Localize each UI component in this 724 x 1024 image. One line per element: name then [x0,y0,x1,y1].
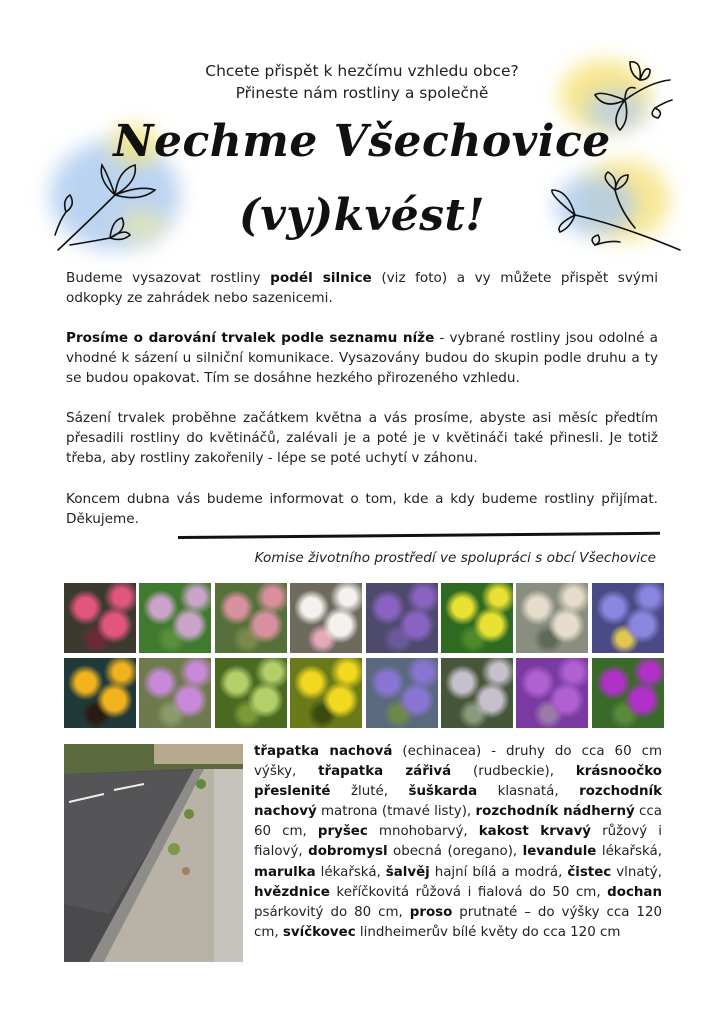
plant-description: lékařská, [596,844,662,860]
photo-rudbeckia [64,658,136,728]
photo-oregano [139,583,211,653]
emphasis-donation: Prosíme o darování trvalek podle seznamu níže [66,330,435,346]
plant-name: třapatka nachová [254,744,393,759]
photo-liatris [139,658,211,728]
plant-name: dochan [607,884,662,900]
plant-name: hvězdnice [254,884,330,900]
photo-sedum [215,583,287,653]
paragraph-information: Koncem dubna vás budeme informovat o tom, kde a kdy budeme rostliny přijímat. Děkujeme. [66,491,658,527]
intro-invite: Přineste nám rostliny a společně [235,84,489,102]
plant-description: vlnatý, [611,864,662,880]
paragraph-planting-time: Sázení trvalek proběhne začátkem května a vás prosíme, abyste asi měsíc předtím přesadili rostliny do květináčů, zalévali je a poté je v květináči také přinesli. Je totiž třeba, aby rostliny zakořenily - lépe se poté uchytí v záhonu. [66,410,658,466]
photo-stachys [441,658,513,728]
photo-geranium-sanguineum [592,658,664,728]
photo-euphorbia [441,583,513,653]
plant-name: šuškarda [408,784,478,800]
photo-salvia [516,658,588,728]
plant-description: prutnaté – do výšky cca 120 cm, [254,904,662,940]
plant-name: rozchodník nachový [254,784,663,820]
text: Budeme vysazovat rostliny [66,270,271,286]
plant-description: lékařská, [315,864,386,880]
plant-description: žluté, [330,784,409,800]
plant-name: dobromysl [308,844,388,860]
plant-description: růžový i fialový, [254,824,663,860]
photo-pennisetum [516,583,588,653]
plant-name: svíčkovec [282,924,356,940]
plant-photo-grid [64,583,660,728]
photo-lavender [366,658,438,728]
plant-description: cca 60 cm, [254,804,662,840]
plant-name: pryšec [317,824,368,840]
plant-description: obecná (oregano), [387,844,523,860]
paragraph-donation-request [66,328,658,388]
page-title-line1: Nechme Všechovice [113,116,611,167]
plant-description: psárkovitý do 80 cm, [254,904,410,920]
plant-name: kakost krvavý [478,824,592,840]
plant-name: rozchodník nádherný [475,804,635,820]
photo-echinacea [64,583,136,653]
plant-name: třapatka zářivá [318,764,452,780]
plant-name: proso [409,904,453,920]
emphasis-roadside: podél silnice [270,270,372,286]
plant-description: mnohobarvý, [367,824,479,840]
text: - vybrané rostliny jsou odolné a vhodné k sázení u silniční komunikace. Vysazovány budou do skupin podle druhu a ty se budou opakovat. Tím se dosáhne hezkého přirozeného vzhledu. [66,330,658,386]
plant-description: lindheimerův bílé květy do cca 120 cm [355,924,621,940]
photo-heliopsis [290,658,362,728]
plant-description: (rudbeckie), [451,764,576,780]
paragraph-roadside [66,268,658,308]
plant-name: marulka [254,864,316,880]
plant-name: čistec [567,864,612,880]
photo-panicum [215,658,287,728]
photo-aster [592,583,664,653]
plant-name: šalvěj [385,864,430,880]
roadside-photo [64,744,243,962]
plant-description: keříčkovitá růžová i fialová do 50 cm, [329,884,608,900]
photo-geranium-violet [366,583,438,653]
plant-description: klasnatá, [477,784,580,800]
text: (viz foto) a vy můžete přispět svými odkopky ze zahrádek nebo sazenicemi. [66,270,658,306]
page-title-line2: (vy)kvést! [238,190,486,241]
signature-divider [178,532,660,539]
signature: Komise životního prostředí ve spolupráci s obcí Všechovice [254,550,656,566]
photo-gaura [290,583,362,653]
plant-description: matrona (tmavé listy), [316,804,476,820]
plant-description: hajní bílá a modrá, [429,864,568,880]
plant-description: (echinacea) - druhy do cca 60 cm výšky, [254,744,662,780]
plant-name: levandule [522,844,597,860]
plant-name: krásnoočko přeslenité [254,764,662,800]
plant-list [254,742,662,943]
intro-question: Chcete přispět k hezčímu vzhledu obce? [205,62,519,80]
